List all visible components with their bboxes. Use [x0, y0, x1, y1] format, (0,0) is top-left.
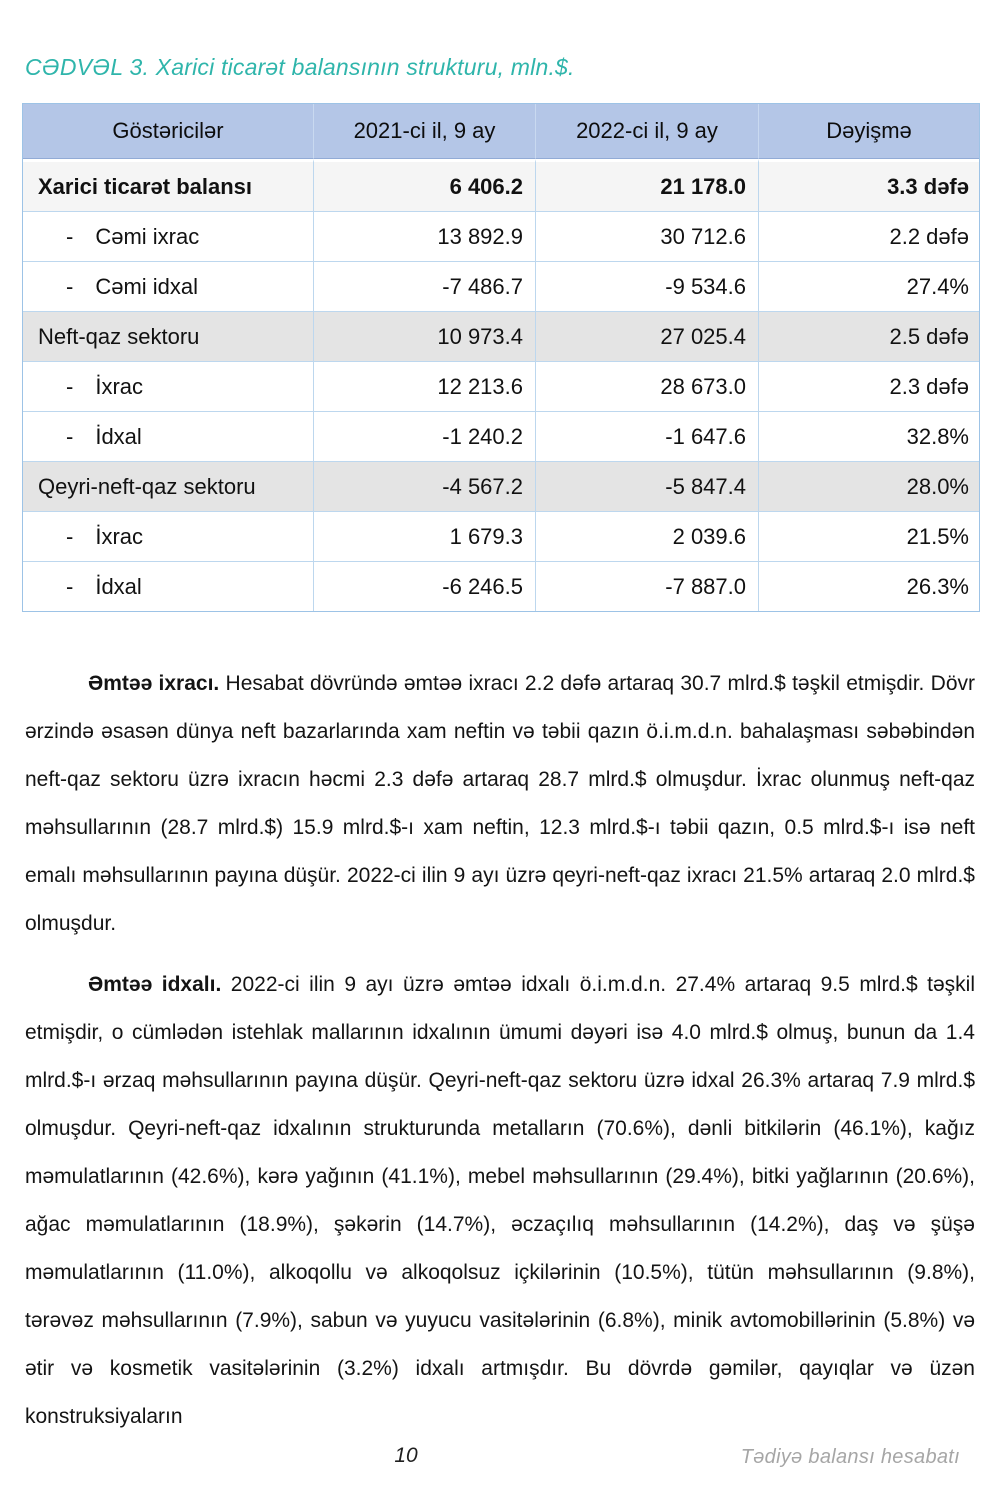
cell-indicator: [23, 462, 314, 512]
cell-change: 28.0%: [759, 462, 979, 512]
cell-2021: -6 246.5: [314, 562, 536, 611]
dash-bullet: -: [66, 423, 74, 449]
table-row-total-balance: [23, 159, 979, 212]
dash-bullet: -: [66, 523, 74, 549]
cell-2021: 1 679.3: [314, 512, 536, 562]
table-row-total-import: [23, 262, 979, 312]
dash-bullet: -: [66, 373, 74, 399]
table-row-oil-gas-export: [23, 362, 979, 412]
cell-2022: -5 847.4: [536, 462, 759, 512]
cell-2021: -1 240.2: [314, 412, 536, 462]
page-number: 10: [394, 1444, 418, 1467]
cell-2021: -4 567.2: [314, 462, 536, 512]
dash-bullet: -: [66, 573, 74, 599]
cell-indicator: [23, 262, 314, 312]
cell-indicator: [23, 312, 314, 362]
table-row-total-export: [23, 212, 979, 262]
row-label: İxrac: [95, 373, 144, 399]
cell-2022: 21 178.0: [536, 159, 759, 212]
row-label: Neft-qaz sektoru: [38, 323, 200, 349]
cell-2022: 27 025.4: [536, 312, 759, 362]
dash-bullet: -: [66, 273, 74, 299]
row-label: Qeyri-neft-qaz sektoru: [38, 473, 256, 499]
cell-2022: -9 534.6: [536, 262, 759, 312]
row-label: İxrac: [95, 523, 144, 549]
column-header-change: Dəyişmə: [759, 104, 979, 159]
table-row-non-oil-export: [23, 512, 979, 562]
cell-indicator: [23, 412, 314, 462]
cell-change: 26.3%: [759, 562, 979, 611]
row-label: Xarici ticarət balansı: [38, 173, 252, 199]
cell-change: 2.2 dəfə: [759, 212, 979, 262]
dash-bullet: -: [66, 223, 74, 249]
cell-2022: 28 673.0: [536, 362, 759, 412]
cell-change: 3.3 dəfə: [759, 159, 979, 212]
row-label: Cəmi ixrac: [95, 223, 200, 249]
column-header-2022: 2022-ci il, 9 ay: [536, 104, 759, 159]
cell-2021: 6 406.2: [314, 159, 536, 212]
column-header-2021: 2021-ci il, 9 ay: [314, 104, 536, 159]
cell-change: 2.5 dəfə: [759, 312, 979, 362]
cell-2022: -7 887.0: [536, 562, 759, 611]
cell-indicator: [23, 212, 314, 262]
table-row-non-oil-sector: [23, 462, 979, 512]
cell-2021: 12 213.6: [314, 362, 536, 412]
paragraph-commodity-imports: [25, 961, 975, 1441]
row-label: Cəmi idxal: [95, 273, 199, 299]
body-text: [25, 660, 975, 1454]
cell-2022: 30 712.6: [536, 212, 759, 262]
table-row-oil-gas-sector: [23, 312, 979, 362]
paragraph-body: 2022-ci ilin 9 ayı üzrə əmtəə idxalı ö.i.m.d.n. 27.4% artaraq 9.5 mlrd.$ təşkil etmişdir, o cümlədən istehlak mallarının idxalının ümumi dəyəri isə 4.0 mlrd.$ olmuş, bunun da 1.4 mlrd.$-ı ərzaq məhsullarının payına düşür. Qeyri-neft-qaz sektoru üzrə idxal 26.3% artaraq 7.9 mlrd.$ olmuşdur. Qeyri-neft-qaz idxalının strukturunda metalların (70.6%), dənli bitkilərin (46.1%), kağız məmulatlarının (42.6%), kərə yağının (41.1%), mebel məhsullarının (29.4%), bitki yağlarının (20.6%), ağac məmulatlarının (18.9%), şəkərin (14.7%), əczaçılıq məhsullarının (14.2%), daş və şüşə məmulatlarının (11.0%), alkoqollu və alkoqolsuz içkilərinin (10.5%), tütün məhsullarının (9.8%), tərəvəz məhsullarının (7.9%), sabun və yuyucu vasitələrinin (6.8%), minik avtomobillərinin (5.8%) və ətir və kosmetik vasitələrinin (3.2%) idxalı artmışdır. Bu dövrdə gəmilər, qayıqlar və üzən konstruksiyaların: [25, 973, 975, 1428]
table-row-non-oil-import: [23, 562, 979, 611]
cell-indicator: [23, 159, 314, 212]
cell-change: 2.3 dəfə: [759, 362, 979, 412]
cell-2022: -1 647.6: [536, 412, 759, 462]
cell-change: 32.8%: [759, 412, 979, 462]
cell-indicator: [23, 562, 314, 611]
row-label: İdxal: [95, 423, 142, 449]
cell-change: 21.5%: [759, 512, 979, 562]
paragraph-lead: Əmtəə idxalı.: [88, 973, 222, 996]
paragraph-lead: Əmtəə ixracı.: [88, 672, 220, 695]
row-label: İdxal: [95, 573, 142, 599]
paragraph-commodity-exports: [25, 660, 975, 948]
table-header-row: [23, 104, 979, 159]
table-caption: CƏDVƏL 3. Xarici ticarət balansının strukturu, mln.$.: [25, 54, 575, 80]
footer-report-title: Tədiyə balansı hesabatı: [740, 1446, 960, 1468]
cell-2021: -7 486.7: [314, 262, 536, 312]
column-header-indicators: Göstəricilər: [23, 104, 314, 159]
cell-2021: 10 973.4: [314, 312, 536, 362]
cell-indicator: [23, 512, 314, 562]
cell-indicator: [23, 362, 314, 412]
cell-change: 27.4%: [759, 262, 979, 312]
table-row-oil-gas-import: [23, 412, 979, 462]
cell-2022: 2 039.6: [536, 512, 759, 562]
trade-balance-table: [22, 103, 980, 612]
paragraph-body: Hesabat dövründə əmtəə ixracı 2.2 dəfə artaraq 30.7 mlrd.$ təşkil etmişdir. Dövr ərzində əsasən dünya neft bazarlarında xam neftin və təbii qazın ö.i.m.d.n. bahalaşması səbəbindən neft-qaz sektoru üzrə ixracın həcmi 2.3 dəfə artaraq 28.7 mlrd.$ olmuşdur. İxrac olunmuş neft-qaz məhsullarının (28.7 mlrd.$) 15.9 mlrd.$-ı xam neftin, 12.3 mlrd.$-ı təbii qazın, 0.5 mlrd.$-ı isə neft emalı məhsullarının payına düşür. 2022-ci ilin 9 ayı üzrə qeyri-neft-qaz ixracı 21.5% artaraq 2.0 mlrd.$ olmuşdur.: [25, 672, 975, 935]
cell-2021: 13 892.9: [314, 212, 536, 262]
